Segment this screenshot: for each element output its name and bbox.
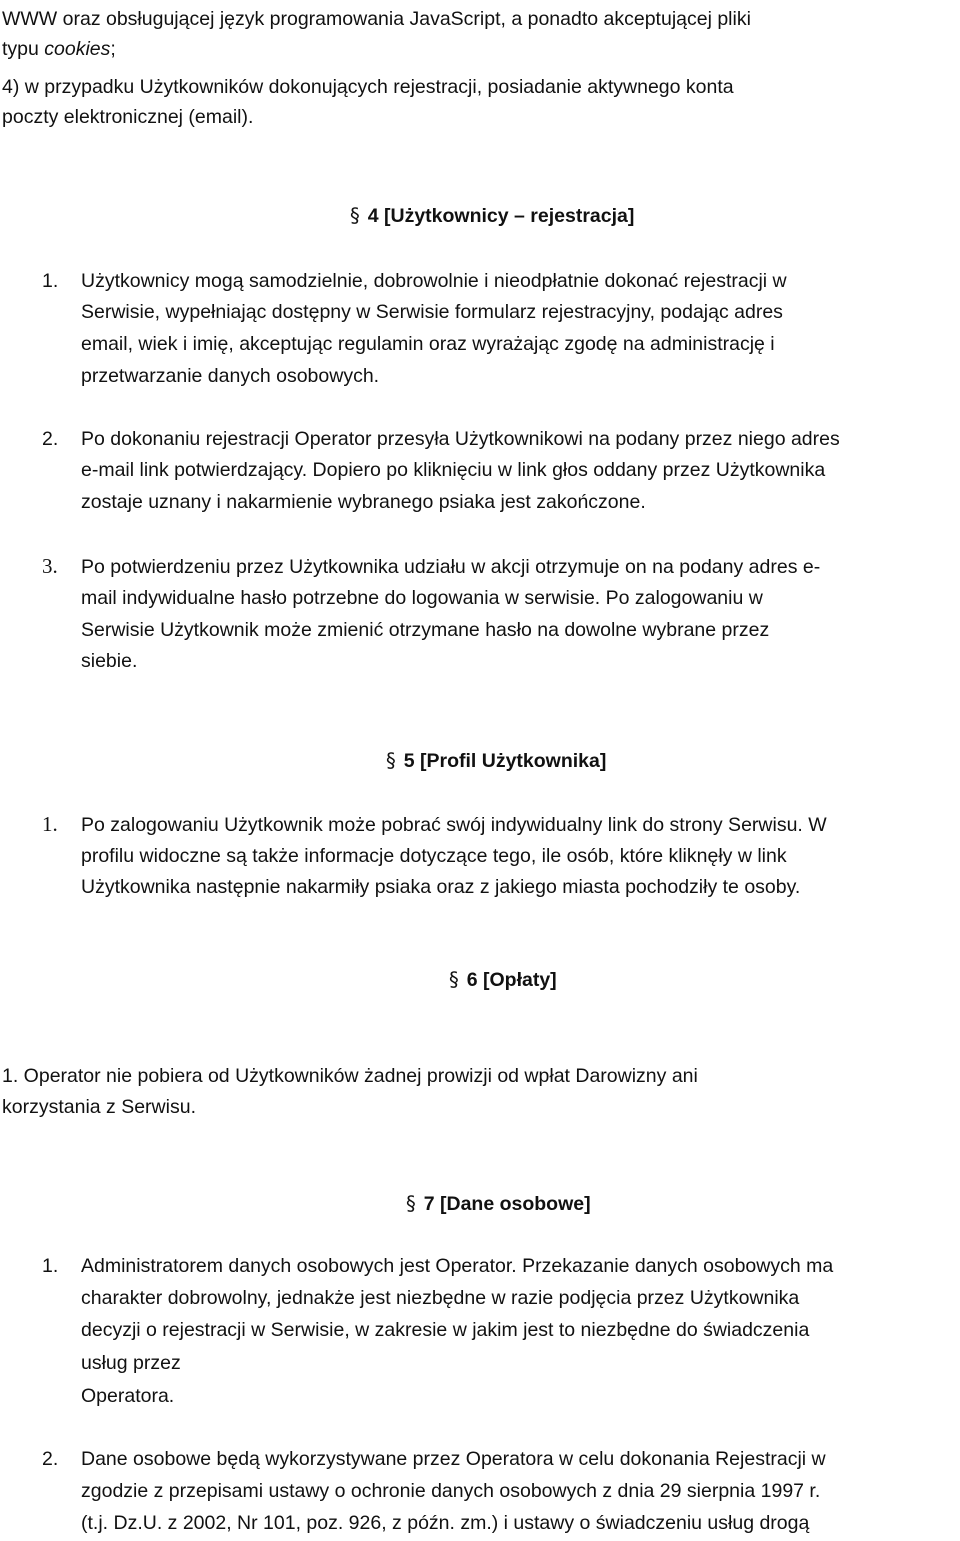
s7-p2-line-2: zgodzie z przepisami ustawy o ochronie danych osobowych z dnia 29 sierpnia 1997 r. — [81, 1480, 821, 1502]
s6-p1-line-2: korzystania z Serwisu. — [2, 1096, 196, 1118]
section-symbol: § — [449, 968, 459, 991]
s4-p3-line-3: Serwisie Użytkownik może zmienić otrzymane hasło na dowolne wybrane przez — [81, 619, 770, 641]
s7-p2-number: 2. — [42, 1448, 59, 1470]
section-symbol: § — [386, 749, 396, 772]
s7-p1-line-1: Administratorem danych osobowych jest Operator. Przekazanie danych osobowych ma — [81, 1255, 834, 1277]
s7-p1-line-3: decyzji o rejestracji w Serwisie, w zakresie w jakim jest to niezbędne do świadczenia — [81, 1319, 810, 1341]
s4-p1-line-1: Użytkownicy mogą samodzielnie, dobrowolnie i nieodpłatnie dokonać rejestracji w — [81, 270, 787, 292]
s7-p1-number: 1. — [42, 1255, 59, 1277]
s5-p1-number: 1. — [42, 812, 58, 836]
section-7-title: 7 [Dane osobowe] — [423, 1193, 591, 1215]
section-symbol: § — [350, 204, 360, 227]
section-6-title: 6 [Opłaty] — [466, 969, 557, 991]
s7-p2-line-1: Dane osobowe będą wykorzystywane przez Operatora w celu dokonania Rejestracji w — [81, 1448, 826, 1470]
intro-line-2 — [2, 40, 116, 60]
s7-p1-line-4: usług przez — [81, 1352, 181, 1374]
intro-line-4: poczty elektronicznej (email). — [2, 106, 254, 128]
s4-p2-number: 2. — [42, 428, 59, 450]
s5-p1-line-2: profilu widoczne są także informacje dotyczące tego, ile osób, które kliknęły w link — [81, 845, 787, 867]
s4-p3-line-1: Po potwierdzeniu przez Użytkownika udziału w akcji otrzymuje on na podany adres e- — [81, 556, 821, 578]
section-5-heading — [386, 751, 606, 772]
intro-line-2-suffix: ; — [110, 38, 116, 60]
section-symbol: § — [406, 1192, 416, 1215]
s4-p2-line-1: Po dokonaniu rejestracji Operator przesyła Użytkownikowi na podany przez niego adres — [81, 428, 840, 450]
section-4-title: 4 [Użytkownicy – rejestracja] — [367, 205, 635, 227]
s4-p1-line-4: przetwarzanie danych osobowych. — [81, 365, 380, 387]
intro-line-1: WWW oraz obsługującej język programowania JavaScript, a ponadto akceptującej pliki — [2, 8, 751, 30]
s7-p1-line-2: charakter dobrowolny, jednakże jest niezbędne w razie podjęcia przez Użytkownika — [81, 1287, 800, 1309]
s4-p1-line-3: email, wiek i imię, akceptując regulamin oraz wyrażając zgodę na administrację i — [81, 333, 775, 355]
s4-p3-line-2: mail indywidualne hasło potrzebne do logowania w serwisie. Po zalogowaniu w — [81, 587, 763, 609]
s4-p2-line-2: e-mail link potwierdzający. Dopiero po kliknięciu w link głos oddany przez Użytkownika — [81, 459, 826, 481]
intro-cookies-term: cookies — [44, 38, 111, 60]
s4-p1-line-2: Serwisie, wypełniając dostępny w Serwisie formularz rejestracyjny, podając adres — [81, 301, 783, 323]
s4-p1-number: 1. — [42, 270, 59, 292]
s7-p1-line-5: Operatora. — [81, 1385, 175, 1407]
s4-p3-number: 3. — [42, 554, 58, 578]
section-7-heading — [406, 1194, 591, 1215]
s5-p1-line-1: Po zalogowaniu Użytkownik może pobrać swój indywidualny link do strony Serwisu. W — [81, 814, 827, 836]
s6-p1-line-1: 1. Operator nie pobiera od Użytkowników żadnej prowizji od wpłat Darowizny ani — [2, 1065, 698, 1087]
s5-p1-line-3: Użytkownika następnie nakarmiły psiaka oraz z jakiego miasta pochodziły te osoby. — [81, 876, 801, 898]
intro-line-3: 4) w przypadku Użytkowników dokonujących rejestracji, posiadanie aktywnego konta — [2, 76, 734, 98]
s4-p3-line-4: siebie. — [81, 650, 138, 672]
s4-p2-line-3: zostaje uznany i nakarmienie wybranego psiaka jest zakończone. — [81, 491, 646, 513]
intro-line-2-prefix: typu — [2, 38, 45, 60]
s7-p2-line-3: (t.j. Dz.U. z 2002, Nr 101, poz. 926, z późn. zm.) i ustawy o świadczeniu usług drogą — [81, 1512, 810, 1534]
section-5-title: 5 [Profil Użytkownika] — [403, 750, 607, 772]
section-4-heading — [350, 206, 634, 227]
section-6-heading — [449, 970, 557, 991]
